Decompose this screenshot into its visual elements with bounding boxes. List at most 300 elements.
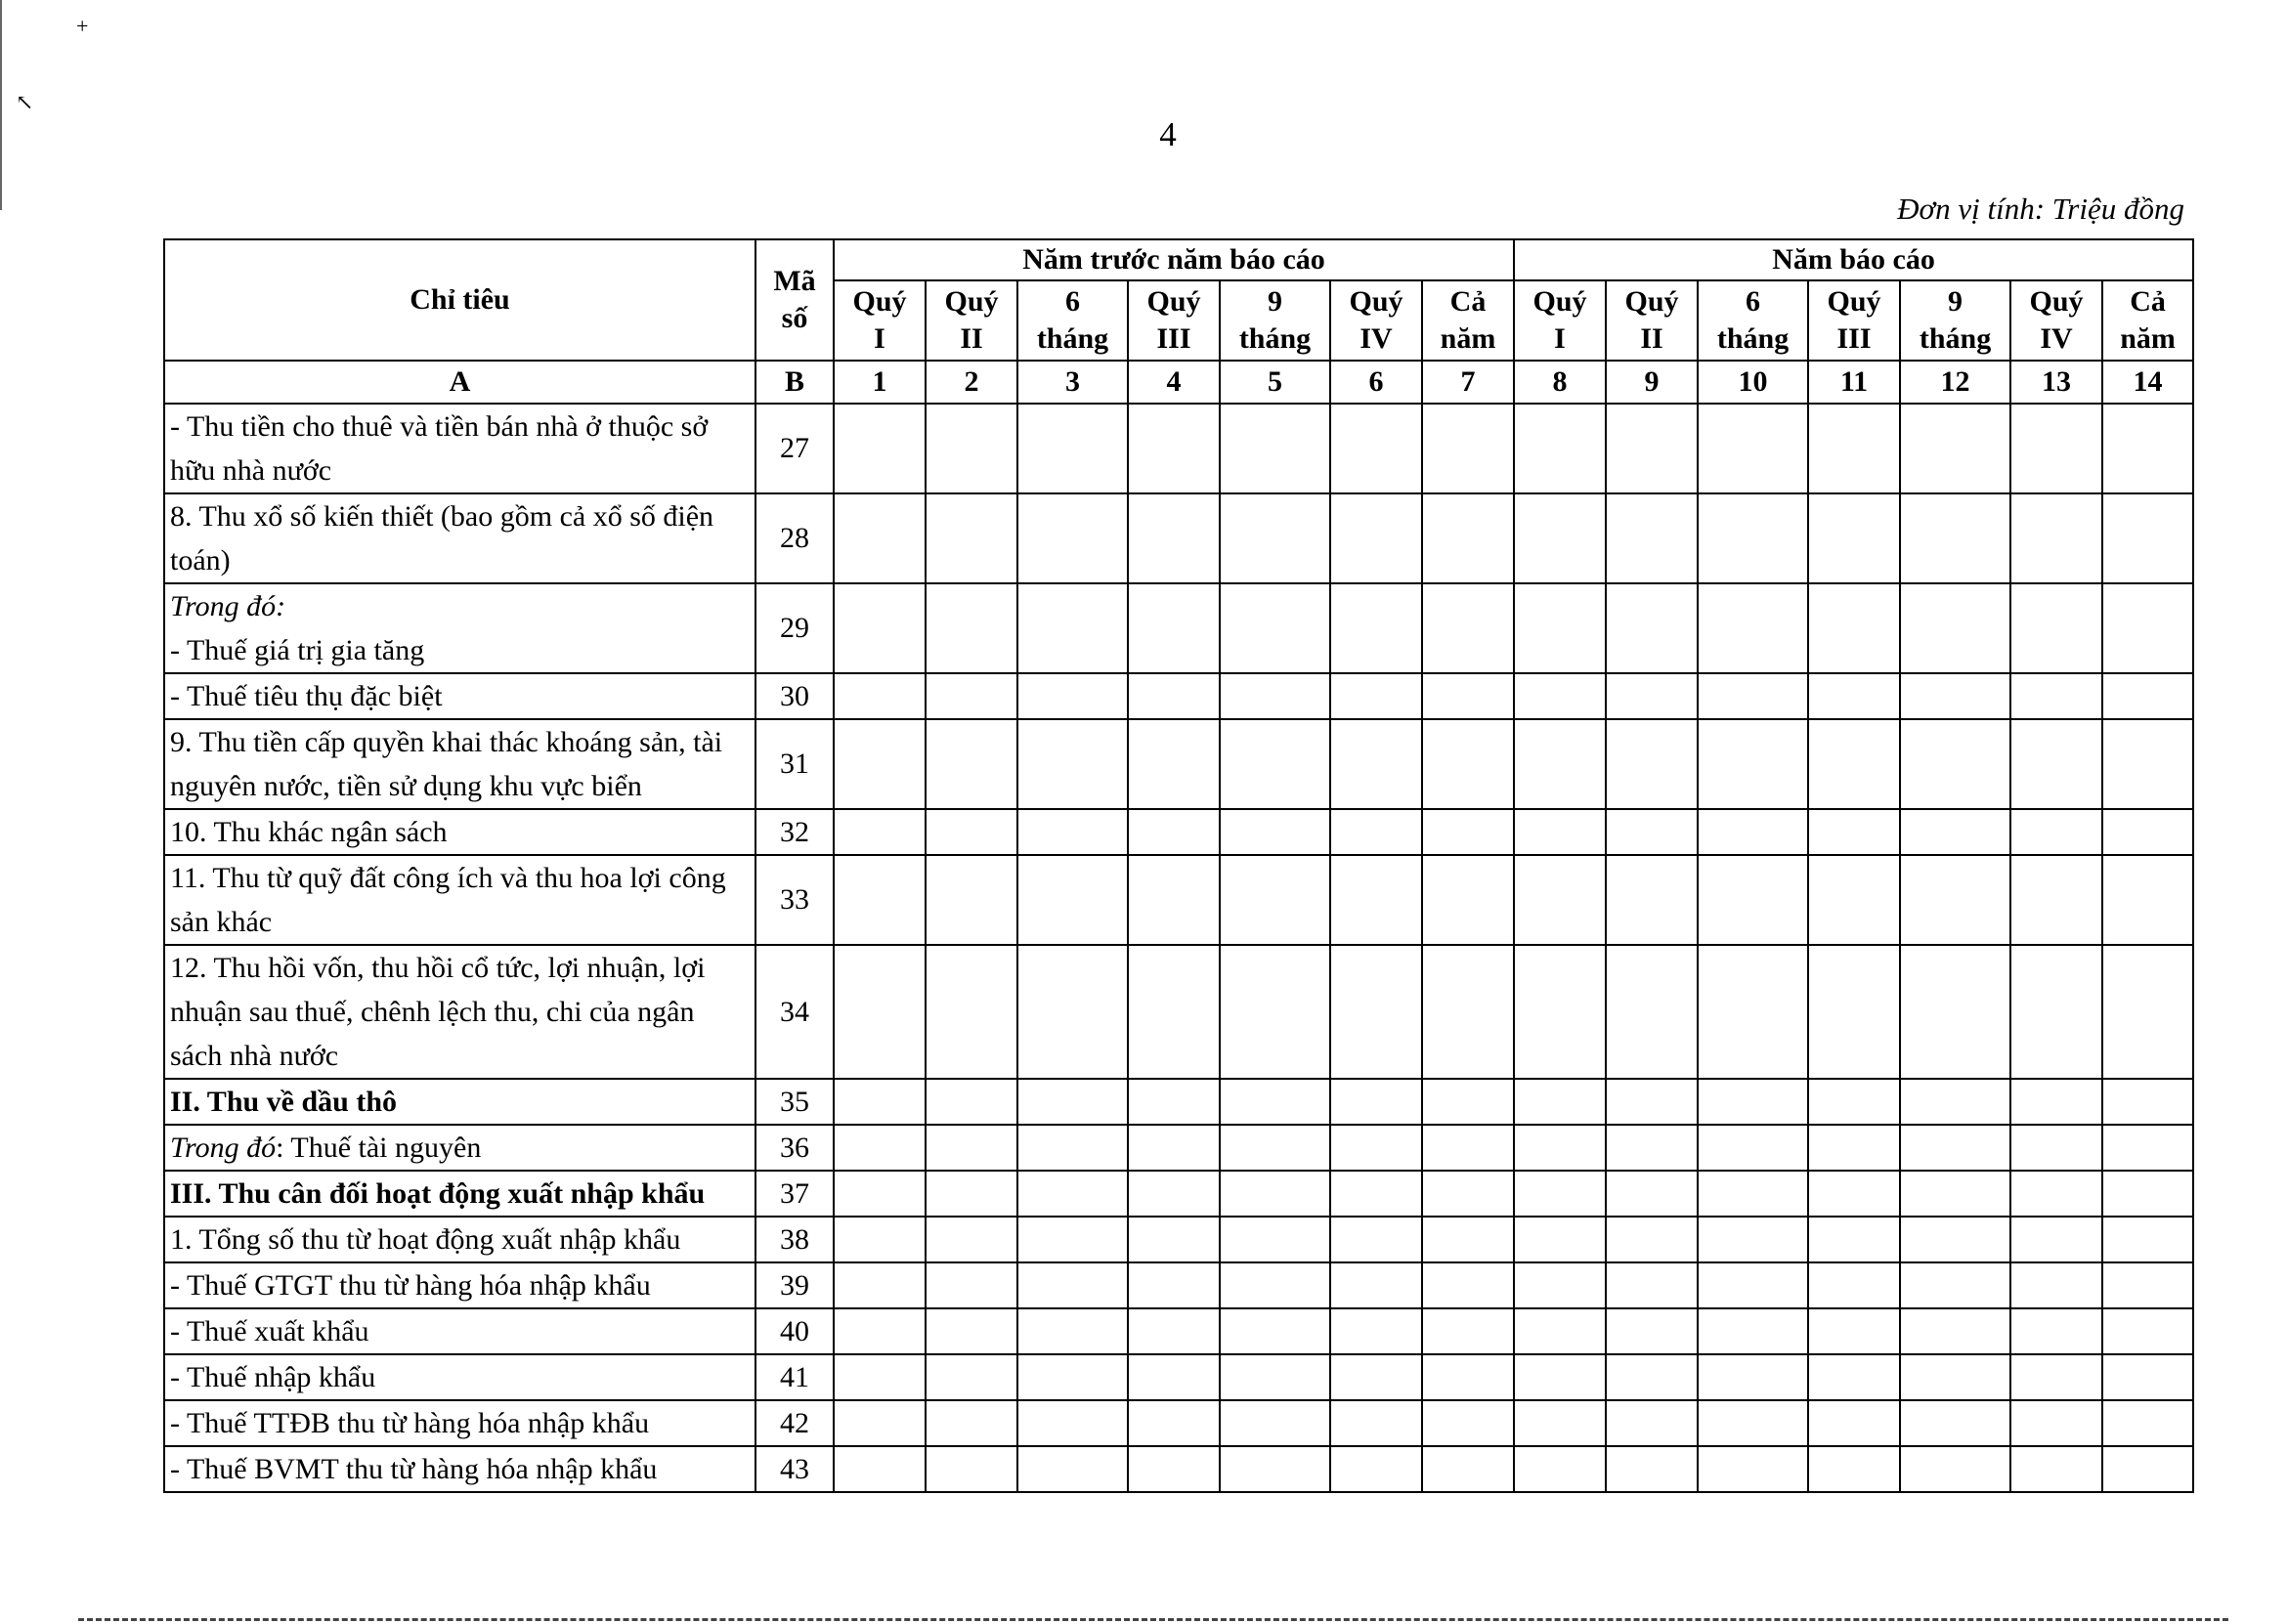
column-number-10: 10: [1698, 361, 1808, 404]
value-cell: [1698, 1262, 1808, 1308]
column-number-7: 7: [1422, 361, 1514, 404]
value-cell: [1606, 673, 1698, 719]
column-number-2: 2: [926, 361, 1017, 404]
value-cell: [1330, 493, 1422, 583]
value-cell: [1900, 1400, 2010, 1446]
row-code: 41: [755, 1354, 834, 1400]
value-cell: [1698, 1125, 1808, 1171]
value-cell: [1900, 809, 2010, 855]
row-label-text: 11. Thu từ quỹ đất công ích và thu hoa lợi công sản khác: [170, 862, 726, 938]
value-cell: [1808, 1354, 1900, 1400]
value-cell: [1220, 719, 1330, 809]
row-code: 42: [755, 1400, 834, 1446]
table-row: [164, 1125, 2193, 1171]
value-cell: [1017, 583, 1128, 673]
value-cell: [1330, 1354, 1422, 1400]
value-cell: [834, 673, 926, 719]
value-cell: [1422, 1079, 1514, 1125]
row-label-text: 12. Thu hồi vốn, thu hồi cổ tức, lợi nhuận, lợi nhuận sau thuế, chênh lệch thu, chi của ngân sách nhà nước: [170, 952, 706, 1072]
header-period-curr-7: Cả năm: [2102, 280, 2193, 361]
value-cell: [1422, 945, 1514, 1079]
value-cell: [1698, 1354, 1808, 1400]
row-code: 33: [755, 855, 834, 945]
value-cell: [1330, 945, 1422, 1079]
value-cell: [1698, 809, 1808, 855]
row-label-text: - Thuế giá trị gia tăng: [170, 634, 425, 666]
header-period-curr-1: Quý I: [1514, 280, 1606, 361]
row-label: [164, 719, 755, 809]
value-cell: [2010, 673, 2102, 719]
value-cell: [2102, 1171, 2193, 1217]
value-cell: [1808, 1262, 1900, 1308]
table-row: [164, 1171, 2193, 1217]
value-cell: [1330, 673, 1422, 719]
value-cell: [1698, 1217, 1808, 1262]
value-cell: [1017, 1262, 1128, 1308]
value-cell: [2102, 583, 2193, 673]
value-cell: [1808, 493, 1900, 583]
table-row: [164, 809, 2193, 855]
column-number-8: 8: [1514, 361, 1606, 404]
value-cell: [1698, 673, 1808, 719]
value-cell: [1514, 1262, 1606, 1308]
value-cell: [1422, 809, 1514, 855]
value-cell: [926, 673, 1017, 719]
row-code: 43: [755, 1446, 834, 1492]
row-code: 28: [755, 493, 834, 583]
header-group-report-year: Năm báo cáo: [1514, 239, 2193, 280]
value-cell: [1330, 1125, 1422, 1171]
column-number-9: 9: [1606, 361, 1698, 404]
value-cell: [2010, 1217, 2102, 1262]
value-cell: [1808, 1171, 1900, 1217]
value-cell: [1330, 855, 1422, 945]
column-number-1: 1: [834, 361, 926, 404]
revenue-report-table: [163, 238, 2194, 1493]
value-cell: [1220, 1079, 1330, 1125]
value-cell: [2102, 404, 2193, 493]
value-cell: [2010, 1308, 2102, 1354]
row-code: 29: [755, 583, 834, 673]
value-cell: [1330, 404, 1422, 493]
value-cell: [926, 404, 1017, 493]
value-cell: [1900, 1446, 2010, 1492]
value-cell: [1330, 719, 1422, 809]
value-cell: [1422, 1171, 1514, 1217]
value-cell: [1808, 1400, 1900, 1446]
value-cell: [834, 855, 926, 945]
header-period-prev-2: Quý II: [926, 280, 1017, 361]
value-cell: [926, 493, 1017, 583]
value-cell: [1606, 1400, 1698, 1446]
value-cell: [1900, 945, 2010, 1079]
table-row: [164, 1446, 2193, 1492]
value-cell: [1128, 1171, 1220, 1217]
row-code: 40: [755, 1308, 834, 1354]
value-cell: [1514, 1446, 1606, 1492]
value-cell: [1808, 809, 1900, 855]
value-cell: [1900, 1171, 2010, 1217]
table-row: [164, 1262, 2193, 1308]
row-label-italic: Trong đó:: [170, 590, 286, 622]
value-cell: [1220, 1446, 1330, 1492]
row-label-text: 1. Tổng số thu từ hoạt động xuất nhập khẩu: [170, 1223, 681, 1256]
row-label-text: 8. Thu xổ số kiến thiết (bao gồm cả xổ số điện toán): [170, 500, 714, 577]
value-cell: [1808, 855, 1900, 945]
value-cell: [2102, 945, 2193, 1079]
value-cell: [1422, 673, 1514, 719]
table-row: [164, 945, 2193, 1079]
value-cell: [1422, 855, 1514, 945]
value-cell: [2010, 404, 2102, 493]
value-cell: [926, 945, 1017, 1079]
row-label-text: - Thuế tiêu thụ đặc biệt: [170, 680, 443, 712]
row-label: [164, 1217, 755, 1262]
scan-mark: +: [76, 14, 89, 38]
value-cell: [1128, 1079, 1220, 1125]
value-cell: [1808, 1308, 1900, 1354]
value-cell: [1220, 809, 1330, 855]
value-cell: [1017, 1217, 1128, 1262]
column-number-12: 12: [1900, 361, 2010, 404]
value-cell: [2102, 493, 2193, 583]
row-label: [164, 673, 755, 719]
row-label: [164, 945, 755, 1079]
value-cell: [1698, 493, 1808, 583]
value-cell: [1017, 493, 1128, 583]
row-label-text: - Thuế TTĐB thu từ hàng hóa nhập khẩu: [170, 1407, 650, 1439]
value-cell: [2102, 1308, 2193, 1354]
value-cell: [1017, 719, 1128, 809]
value-cell: [1698, 719, 1808, 809]
scan-mark: ↖: [16, 90, 34, 114]
value-cell: [1606, 1262, 1698, 1308]
column-number-5: 5: [1220, 361, 1330, 404]
value-cell: [1514, 719, 1606, 809]
column-number-4: 4: [1128, 361, 1220, 404]
header-period-curr-6: Quý IV: [2010, 280, 2102, 361]
value-cell: [1514, 809, 1606, 855]
column-number-11: 11: [1808, 361, 1900, 404]
value-cell: [926, 1217, 1017, 1262]
value-cell: [1220, 1400, 1330, 1446]
value-cell: [1514, 1079, 1606, 1125]
value-cell: [926, 1125, 1017, 1171]
table-row: [164, 719, 2193, 809]
value-cell: [834, 1125, 926, 1171]
value-cell: [1128, 1354, 1220, 1400]
value-cell: [834, 1446, 926, 1492]
value-cell: [1220, 404, 1330, 493]
value-cell: [834, 1217, 926, 1262]
value-cell: [2102, 719, 2193, 809]
value-cell: [1808, 1125, 1900, 1171]
row-label: [164, 1262, 755, 1308]
value-cell: [1128, 1308, 1220, 1354]
value-cell: [1808, 583, 1900, 673]
row-label: [164, 1308, 755, 1354]
value-cell: [1606, 1354, 1698, 1400]
value-cell: [834, 1171, 926, 1217]
value-cell: [1514, 855, 1606, 945]
value-cell: [2102, 1262, 2193, 1308]
row-code: 36: [755, 1125, 834, 1171]
column-letter-a: A: [164, 361, 755, 404]
value-cell: [1330, 809, 1422, 855]
value-cell: [1606, 404, 1698, 493]
row-label: [164, 1354, 755, 1400]
value-cell: [2010, 1079, 2102, 1125]
scan-edge-line: [0, 0, 2, 210]
value-cell: [1514, 1354, 1606, 1400]
value-cell: [1808, 945, 1900, 1079]
value-cell: [1900, 855, 2010, 945]
column-number-13: 13: [2010, 361, 2102, 404]
row-code: 31: [755, 719, 834, 809]
value-cell: [926, 1354, 1017, 1400]
row-label: [164, 1446, 755, 1492]
row-label-text: - Thu tiền cho thuê và tiền bán nhà ở thuộc sở hữu nhà nước: [170, 410, 709, 487]
value-cell: [2010, 719, 2102, 809]
value-cell: [1900, 404, 2010, 493]
header-code: Mã số: [755, 239, 834, 361]
value-cell: [926, 719, 1017, 809]
value-cell: [1128, 404, 1220, 493]
value-cell: [834, 1262, 926, 1308]
table-row: [164, 1308, 2193, 1354]
value-cell: [2010, 1400, 2102, 1446]
row-label-italic: Trong đó: [170, 1132, 277, 1164]
value-cell: [1330, 583, 1422, 673]
value-cell: [2010, 855, 2102, 945]
row-code: 38: [755, 1217, 834, 1262]
value-cell: [1900, 583, 2010, 673]
table-row: [164, 404, 2193, 493]
page-number: 4: [1159, 115, 1177, 153]
value-cell: [1017, 809, 1128, 855]
row-code: 37: [755, 1171, 834, 1217]
row-label-text: - Thuế xuất khẩu: [170, 1315, 369, 1347]
value-cell: [2102, 1125, 2193, 1171]
value-cell: [1900, 1217, 2010, 1262]
value-cell: [926, 1400, 1017, 1446]
table-row: [164, 583, 2193, 673]
table-row: [164, 1217, 2193, 1262]
value-cell: [1017, 855, 1128, 945]
value-cell: [1330, 1171, 1422, 1217]
value-cell: [1606, 809, 1698, 855]
row-code: 32: [755, 809, 834, 855]
value-cell: [1220, 1308, 1330, 1354]
value-cell: [1330, 1079, 1422, 1125]
value-cell: [1330, 1308, 1422, 1354]
value-cell: [1128, 809, 1220, 855]
value-cell: [1698, 1400, 1808, 1446]
value-cell: [1606, 1308, 1698, 1354]
value-cell: [1017, 945, 1128, 1079]
value-cell: [1808, 1079, 1900, 1125]
header-period-curr-3: 6 tháng: [1698, 280, 1808, 361]
value-cell: [1422, 583, 1514, 673]
value-cell: [2010, 1171, 2102, 1217]
row-label-text: - Thuế GTGT thu từ hàng hóa nhập khẩu: [170, 1269, 651, 1302]
value-cell: [1698, 1079, 1808, 1125]
row-label-text: III. Thu cân đối hoạt động xuất nhập khẩu: [170, 1177, 706, 1210]
row-label: [164, 1171, 755, 1217]
value-cell: [1514, 1171, 1606, 1217]
value-cell: [1606, 1125, 1698, 1171]
value-cell: [1606, 1446, 1698, 1492]
value-cell: [926, 1308, 1017, 1354]
value-cell: [1606, 1171, 1698, 1217]
unit-note: Đơn vị tính: Triệu đồng: [1897, 192, 2184, 226]
value-cell: [1422, 1400, 1514, 1446]
value-cell: [1128, 583, 1220, 673]
value-cell: [1128, 855, 1220, 945]
row-label: [164, 404, 755, 493]
value-cell: [2010, 1125, 2102, 1171]
value-cell: [1220, 1262, 1330, 1308]
value-cell: [1128, 1446, 1220, 1492]
value-cell: [1514, 1125, 1606, 1171]
header-period-prev-7: Cả năm: [1422, 280, 1514, 361]
value-cell: [1698, 1308, 1808, 1354]
value-cell: [834, 809, 926, 855]
value-cell: [1422, 1308, 1514, 1354]
value-cell: [1514, 1217, 1606, 1262]
row-label: [164, 855, 755, 945]
value-cell: [1900, 673, 2010, 719]
row-code: 30: [755, 673, 834, 719]
value-cell: [1698, 404, 1808, 493]
value-cell: [1514, 404, 1606, 493]
value-cell: [1698, 583, 1808, 673]
value-cell: [1900, 1079, 2010, 1125]
value-cell: [1017, 1354, 1128, 1400]
value-cell: [1514, 493, 1606, 583]
value-cell: [1220, 1125, 1330, 1171]
value-cell: [1017, 1171, 1128, 1217]
value-cell: [1017, 1446, 1128, 1492]
value-cell: [1514, 673, 1606, 719]
value-cell: [1220, 493, 1330, 583]
value-cell: [1422, 404, 1514, 493]
value-cell: [834, 493, 926, 583]
row-code: 39: [755, 1262, 834, 1308]
value-cell: [834, 404, 926, 493]
value-cell: [1330, 1262, 1422, 1308]
column-number-6: 6: [1330, 361, 1422, 404]
value-cell: [834, 1400, 926, 1446]
row-label: [164, 493, 755, 583]
value-cell: [1606, 945, 1698, 1079]
value-cell: [1808, 673, 1900, 719]
value-cell: [1606, 855, 1698, 945]
value-cell: [1808, 1217, 1900, 1262]
value-cell: [2010, 583, 2102, 673]
value-cell: [834, 1354, 926, 1400]
value-cell: [2010, 1446, 2102, 1492]
value-cell: [1017, 673, 1128, 719]
header-period-curr-2: Quý II: [1606, 280, 1698, 361]
row-code: 34: [755, 945, 834, 1079]
row-label-text: II. Thu về dầu thô: [170, 1086, 398, 1118]
value-cell: [926, 1446, 1017, 1492]
value-cell: [1422, 719, 1514, 809]
value-cell: [1900, 1262, 2010, 1308]
value-cell: [1128, 493, 1220, 583]
row-label: [164, 809, 755, 855]
table-row: [164, 855, 2193, 945]
column-number-3: 3: [1017, 361, 1128, 404]
value-cell: [1220, 1171, 1330, 1217]
row-label-text: - Thuế nhập khẩu: [170, 1361, 376, 1393]
value-cell: [1330, 1400, 1422, 1446]
column-letter-b: B: [755, 361, 834, 404]
value-cell: [2102, 1217, 2193, 1262]
value-cell: [1330, 1446, 1422, 1492]
value-cell: [2102, 1079, 2193, 1125]
header-period-prev-6: Quý IV: [1330, 280, 1422, 361]
value-cell: [1422, 1446, 1514, 1492]
value-cell: [1900, 493, 2010, 583]
value-cell: [1128, 1125, 1220, 1171]
column-number-14: 14: [2102, 361, 2193, 404]
value-cell: [834, 583, 926, 673]
value-cell: [1017, 404, 1128, 493]
value-cell: [926, 1079, 1017, 1125]
header-period-prev-5: 9 tháng: [1220, 280, 1330, 361]
row-label-text: - Thuế BVMT thu từ hàng hóa nhập khẩu: [170, 1453, 658, 1485]
value-cell: [834, 1079, 926, 1125]
value-cell: [1220, 1217, 1330, 1262]
row-label-text: : Thuế tài nguyên: [276, 1132, 482, 1164]
row-label: [164, 1079, 755, 1125]
value-cell: [926, 1171, 1017, 1217]
value-cell: [1698, 1446, 1808, 1492]
row-label: [164, 1400, 755, 1446]
value-cell: [1422, 1262, 1514, 1308]
value-cell: [1220, 855, 1330, 945]
value-cell: [1128, 945, 1220, 1079]
value-cell: [1698, 855, 1808, 945]
value-cell: [1422, 493, 1514, 583]
row-label-text: 9. Thu tiền cấp quyền khai thác khoáng sản, tài nguyên nước, tiền sử dụng khu vực biển: [170, 726, 723, 802]
value-cell: [1900, 1308, 2010, 1354]
header-indicator: Chỉ tiêu: [164, 239, 755, 361]
header-period-prev-4: Quý III: [1128, 280, 1220, 361]
value-cell: [2010, 1354, 2102, 1400]
value-cell: [2010, 945, 2102, 1079]
value-cell: [1422, 1354, 1514, 1400]
value-cell: [1808, 719, 1900, 809]
value-cell: [2010, 809, 2102, 855]
value-cell: [1330, 1217, 1422, 1262]
header-period-prev-3: 6 tháng: [1017, 280, 1128, 361]
row-code: 27: [755, 404, 834, 493]
value-cell: [1128, 1400, 1220, 1446]
value-cell: [1017, 1400, 1128, 1446]
table-row: [164, 673, 2193, 719]
value-cell: [834, 945, 926, 1079]
value-cell: [1128, 1262, 1220, 1308]
value-cell: [1606, 1217, 1698, 1262]
value-cell: [1017, 1125, 1128, 1171]
page-bottom-rule: [78, 1618, 2228, 1624]
value-cell: [2102, 1446, 2193, 1492]
value-cell: [926, 855, 1017, 945]
value-cell: [1808, 1446, 1900, 1492]
